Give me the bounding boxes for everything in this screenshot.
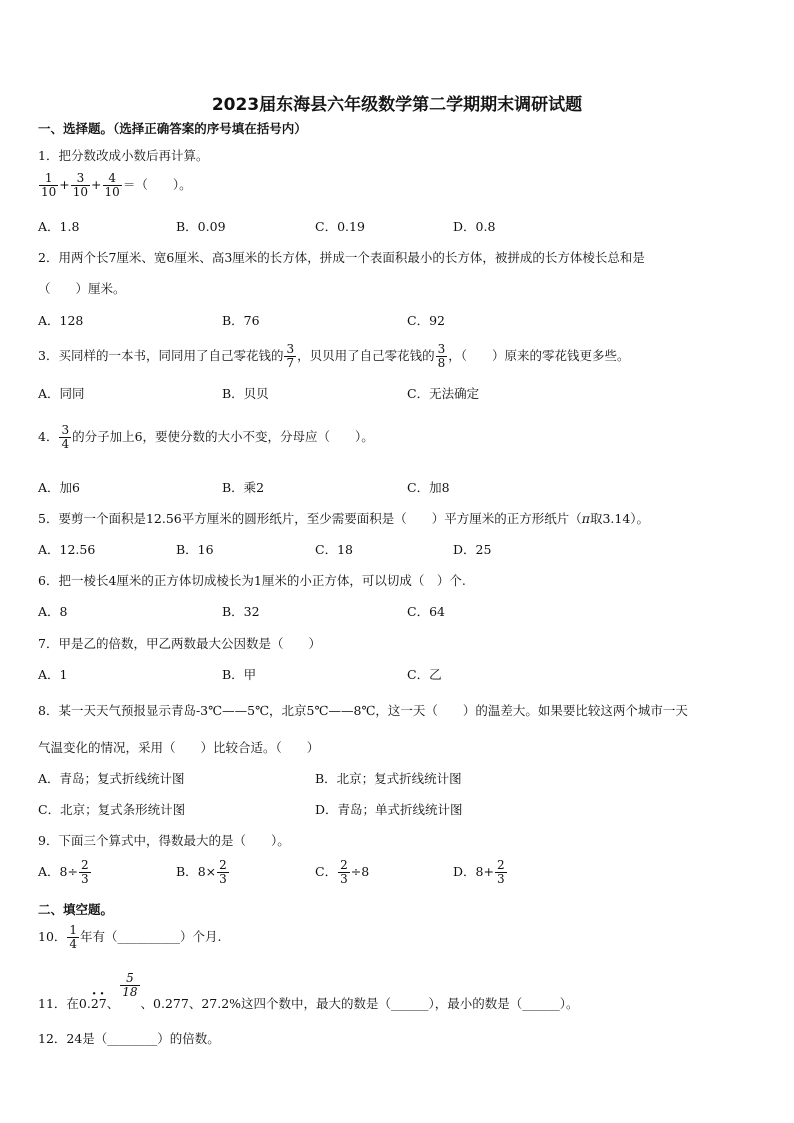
fraction: $\frac{4}{10}$	[104, 171, 120, 199]
q9-option-d: D．8+ $\frac{2}{3}$	[453, 858, 505, 886]
q3-stem: 3．买同样的一本书，同同用了自己零花钱的 $\frac{3}{7}$ ，贝贝用了自己零花钱的 $\frac{3}{8}$ ，（ ）原来的零花钱更多些。	[38, 342, 630, 370]
q3-option-a: A．同同	[38, 386, 85, 401]
fraction: $\frac{3}{4}$	[61, 423, 70, 451]
q2-option-a: A．128	[38, 313, 84, 328]
fraction: $\frac{1}{4}$	[69, 923, 78, 951]
q10-stem: 10． $\frac{1}{4}$ 年有（__________）个月.	[38, 923, 222, 951]
fraction: $\frac{2}{3}$	[219, 858, 227, 886]
q9-option-b: B．8× $\frac{2}{3}$	[176, 858, 227, 886]
q5-option-c: C．18	[315, 542, 353, 557]
q8-option-a: A．青岛；复式折线统计图	[38, 771, 185, 786]
q11-stem: 11．在0.· 2· 7、 $\frac{5}{18}$ 、0.277、27.2%这四个数中，最大的数是（______），最小的数是（______）。	[38, 972, 579, 1012]
q6-option-c: C．64	[407, 604, 445, 619]
q2-stem-line2: （ ）厘米。	[38, 281, 126, 296]
fraction: $\frac{2}{3}$	[80, 858, 89, 886]
section-choice-heading: 一、选择题。（选择正确答案的序号填在括号内）	[38, 121, 307, 136]
q8-option-d: D．青岛；单式折线统计图	[315, 802, 463, 817]
q6-option-a: A．8	[38, 604, 68, 619]
fraction: $\frac{2}{3}$	[340, 858, 348, 886]
q7-stem: 7．甲是乙的倍数，甲乙两数最大公因数是（ ）	[38, 636, 321, 651]
q9-option-c: C． $\frac{2}{3}$ ÷8	[315, 858, 370, 886]
q1-option-d: D．0.8	[453, 219, 496, 234]
q2-option-c: C．92	[407, 313, 445, 328]
q8-stem-line1: 8．某一天天气预报显示青岛-3℃——5℃，北京5℃——8℃，这一天（ ）的温差大。如果要比较这两个城市一天	[38, 703, 688, 718]
q2-option-b: B．76	[222, 313, 260, 328]
q8-option-b: B．北京；复式折线统计图	[315, 771, 462, 786]
q4-option-b: B．乘2	[222, 480, 265, 495]
q7-option-b: B．甲	[222, 667, 257, 682]
q1-option-a: A．1.8	[38, 219, 80, 234]
fraction: $\frac{3}{10}$	[72, 171, 89, 199]
section-fill-heading: 二、填空题。	[38, 902, 114, 917]
q1-option-c: C．0.19	[315, 219, 365, 234]
fraction: $\frac{3}{8}$	[437, 342, 446, 370]
fraction: $\frac{1}{10}$	[41, 171, 57, 199]
q6-stem: 6．把一棱长4厘米的正方体切成棱长为1厘米的小正方体，可以切成（ ）个.	[38, 573, 466, 588]
q1-stem: 1．把分数改成小数后再计算。	[38, 148, 209, 163]
q9-option-a: A．8÷ $\frac{2}{3}$	[38, 858, 89, 886]
q2-stem-line1: 2．用两个长7厘米、宽6厘米、高3厘米的长方体，拼成一个表面积最小的长方体，被拼成的长方体棱长总和是	[38, 250, 645, 265]
q9-stem: 9．下面三个算式中，得数最大的是（ ）。	[38, 833, 290, 848]
q5-stem: 5．要剪一个面积是12.56平方厘米的圆形纸片，至少需要面积是（ ）平方厘米的正方形纸片（π取3.14）。	[38, 511, 650, 526]
q7-option-c: C．乙	[407, 667, 442, 682]
q4-option-c: C．加8	[407, 480, 450, 495]
fraction: $\frac{3}{7}$	[286, 342, 295, 370]
q12-stem: 12．24是（________）的倍数。	[38, 1031, 220, 1046]
q5-option-a: A．12.56	[38, 542, 96, 557]
q6-option-b: B．32	[222, 604, 260, 619]
page-title: 2023届东海县六年级数学第二学期期末调研试题	[211, 95, 583, 115]
q8-option-c: C．北京；复式条形统计图	[38, 802, 186, 817]
fraction: $\frac{5}{18}$	[122, 971, 138, 999]
q3-option-b: B．贝贝	[222, 386, 269, 401]
q7-option-a: A．1	[38, 667, 68, 682]
q1-option-b: B．0.09	[176, 219, 226, 234]
q4-stem: 4． $\frac{3}{4}$ 的分子加上6，要使分数的大小不变，分母应（ ）。	[38, 423, 374, 451]
q8-stem-line2: 气温变化的情况，采用（ ）比较合适。（ ）	[38, 740, 320, 755]
fraction: $\frac{2}{3}$	[496, 858, 505, 886]
q4-option-a: A．加6	[38, 480, 80, 495]
q5-option-b: B．16	[176, 542, 214, 557]
q1-expression: $\frac{1}{10}$ + $\frac{3}{10}$ + $\frac{4}{10}$ ＝（ ）。	[41, 171, 192, 199]
q5-option-d: D．25	[453, 542, 492, 557]
q3-option-c: C．无法确定	[407, 386, 480, 401]
